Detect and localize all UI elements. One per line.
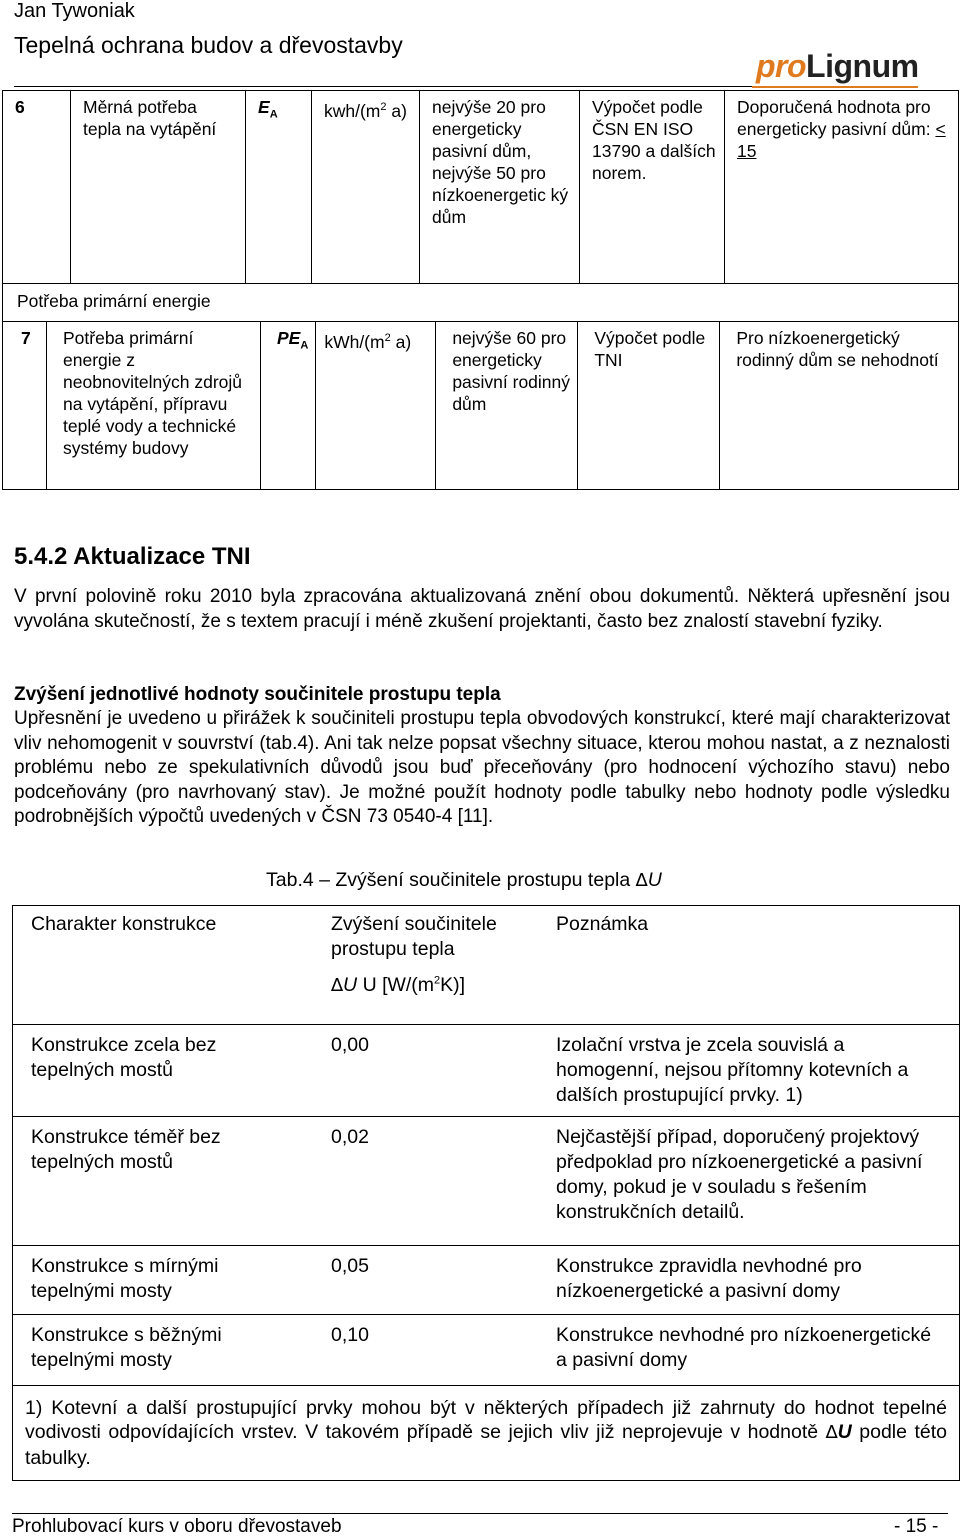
row-value: 0,10	[313, 1314, 538, 1385]
row-value: 0,00	[313, 1024, 538, 1116]
document-title: Tepelná ochrana budov a dřevostavby	[14, 32, 403, 58]
table-row	[13, 1116, 960, 1245]
paragraph-intro: V první polovině roku 2010 byla zpracována aktualizovaná znění obou dokumentů. Některá upřesnění jsou vyvolána skutečností, že s textem pracují i méně zkušení projektanti, často bez znalostí stavební fyziky.	[14, 586, 950, 632]
delta-icon: ∆	[825, 1422, 838, 1443]
row-note: Izolační vrstva je zcela souvislá a homogenní, nejsou přítomny kotevních a dalších prostupující prvky. 1)	[538, 1024, 960, 1116]
row-number: 6	[3, 91, 71, 284]
thermal-bridge-table	[12, 905, 960, 1481]
footer-rule	[12, 1513, 948, 1514]
row-symbol: $E_A$	[246, 91, 312, 284]
row-name: Měrná potřeba tepla na vytápění	[71, 91, 246, 284]
table-footnote: 1) Kotevní a další prostupující prvky mohou být v některých případech již zahrnuty do hodnot tepelné vodivosti odpovídajících vrstev. V takovém případě se jejich vliv již neprojevuje v hodnotě ∆U podle této tabulky.	[13, 1385, 960, 1481]
requirements-table-row6	[2, 90, 959, 284]
paragraph-heading: Zvýšení jednotlivé hodnoty součinitele prostupu tepla	[14, 684, 501, 705]
table-footnote-row	[13, 1385, 960, 1481]
paragraph-body: Upřesnění je uvedeno u přirážek k součiniteli prostupu tepla obvodových konstrukcí, které mají charakterizovat vliv nehomogenit v souvrství (tab.4). Ani tak nelze popsat všechny situace, kterou mohou nastat, a z neznalosti problému nebo ze spekulativních důvodů jsou buď přeceňovány (pro hodnocení výchozího stavu) nebo podceňovány (pro navrhovaný stav). Je možné použít hodnoty podle tabulky nebo hodnoty podle výsledku podrobnějších výpočtů uvedených v ČSN 73 0540-4 [11].	[14, 708, 950, 827]
row-note: Konstrukce nevhodné pro nízkoenergetické a pasivní domy	[538, 1314, 960, 1385]
delta-icon: ∆	[331, 974, 344, 996]
page-number: - 15 -	[894, 1516, 939, 1537]
row-unit: kwh/($m^2$ a)	[312, 91, 420, 284]
logo-underline	[752, 86, 918, 88]
header-rule	[14, 86, 754, 87]
row-method: Výpočet podle TNI	[578, 322, 720, 490]
prolignum-logo: proLignum	[756, 48, 919, 84]
row-name: Potřeba primární energie z neobnovitelných zdrojů na vytápění, přípravu teplé vody a technické systémy budovy	[47, 322, 261, 490]
section-heading: 5.4.2 Aktualizace TNI	[14, 543, 251, 570]
row-kind: Konstrukce téměř bez tepelných mostů	[13, 1116, 314, 1245]
row-note: Nejčastější případ, doporučený projektový předpoklad pro nízkoenergetické a pasivní domy, pokud je v souladu s řešením konstrukčních detailů.	[538, 1116, 960, 1245]
row-note: Doporučená hodnota pro energeticky pasivní dům: < 15	[725, 91, 959, 284]
header-value: Zvýšení součinitele prostupu tepla ∆U U $[W/(m^2K)]$	[313, 906, 538, 1025]
row-value: 0,05	[313, 1245, 538, 1314]
row-kind: Konstrukce zcela bez tepelných mostů	[13, 1024, 314, 1116]
row-limit: nejvýše 20 pro energeticky pasivní dům, nejvýše 50 pro nízkoenergetic ký dům	[420, 91, 580, 284]
requirements-table-row7	[2, 321, 959, 490]
row-note: Pro nízkoenergetický rodinný dům se nehodnotí	[720, 322, 959, 490]
author-name: Jan Tywoniak	[14, 0, 135, 22]
table-header-row	[13, 906, 960, 1025]
table-row	[13, 1245, 960, 1314]
row-number: 7	[3, 322, 47, 490]
delta-icon: ∆	[635, 870, 648, 891]
footer-course: Prohlubovací kurs v oboru dřevostaveb	[12, 1516, 342, 1537]
table-row	[13, 1024, 960, 1116]
row-symbol: $PE_A$	[261, 322, 316, 490]
row-limit: nejvýše 60 pro energeticky pasivní rodinný dům	[436, 322, 578, 490]
row-value: 0,02	[313, 1116, 538, 1245]
table-row	[13, 1314, 960, 1385]
header-kind: Charakter konstrukce	[13, 906, 314, 1025]
row-unit: kWh/($m^2$ a)	[316, 322, 436, 490]
table-caption: Tab.4 – Zvýšení součinitele prostupu tepla ∆U	[266, 869, 662, 891]
row-kind: Konstrukce s mírnými tepelnými mosty	[13, 1245, 314, 1314]
header-note: Poznámka	[538, 906, 960, 1025]
row-note: Konstrukce zpravidla nevhodné pro nízkoenergetické a pasivní domy	[538, 1245, 960, 1314]
row-method: Výpočet podle ČSN EN ISO 13790 a dalších norem.	[580, 91, 725, 284]
section-primary-energy: Potřeba primární energie	[2, 283, 959, 321]
row-kind: Konstrukce s běžnými tepelnými mosty	[13, 1314, 314, 1385]
